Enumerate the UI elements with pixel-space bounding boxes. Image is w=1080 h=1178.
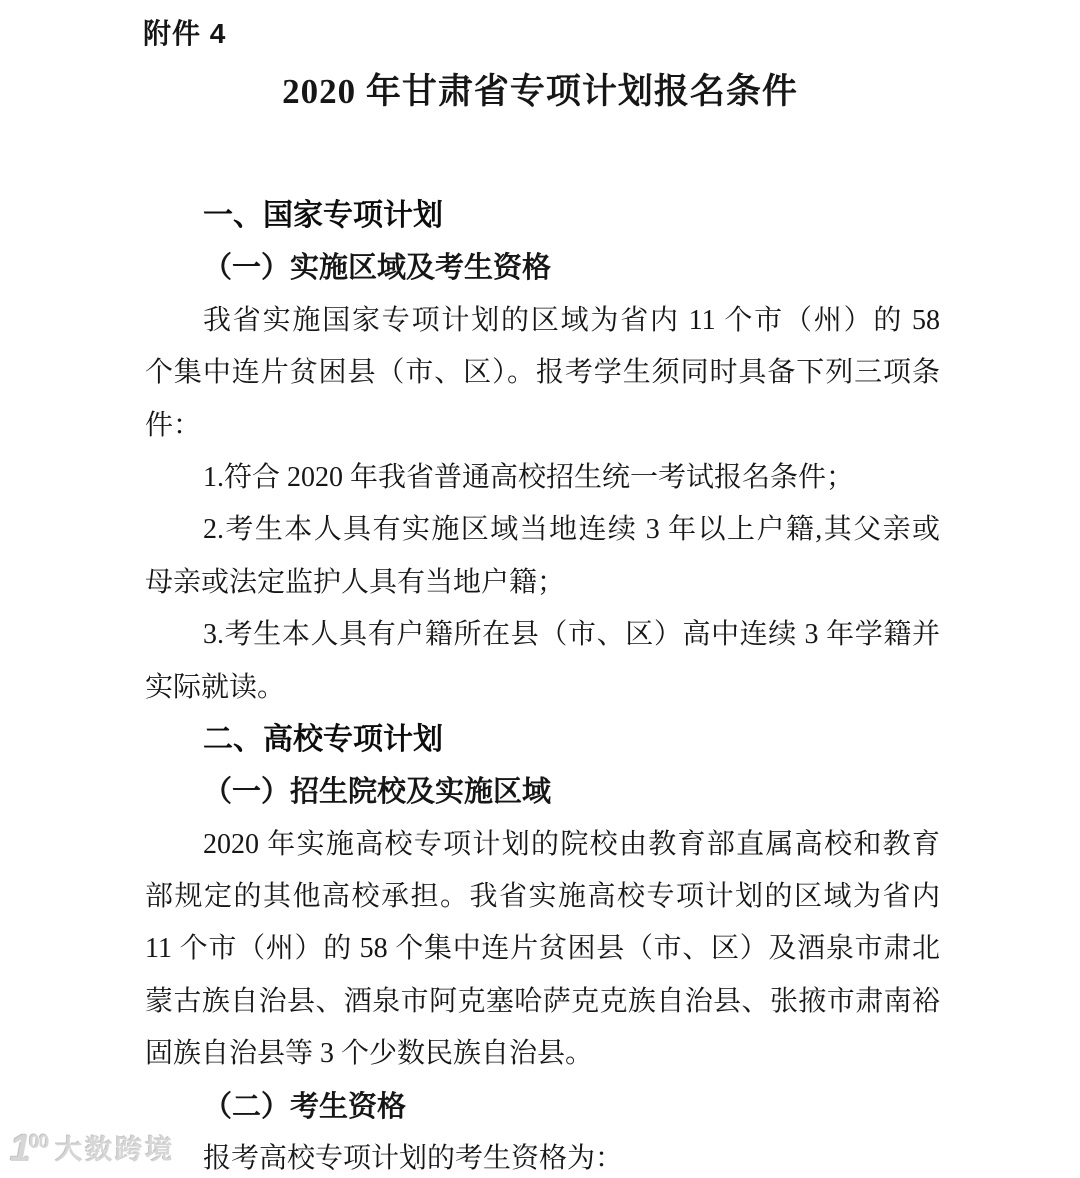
paragraph-line: 个集中连片贫困县（市、区）。报考学生须同时具备下列三项条 bbox=[145, 357, 940, 389]
watermark bbox=[10, 1126, 176, 1170]
paragraph-line: 部规定的其他高校承担。我省实施高校专项计划的区域为省内 bbox=[145, 881, 940, 913]
document-body bbox=[145, 190, 940, 1178]
paragraph-line: 报考高校专项计划的考生资格为： bbox=[203, 1143, 624, 1175]
list-item-line: 1.符合 2020 年我省普通高校招生统一考试报名条件； bbox=[203, 461, 855, 493]
section2-subheading-1: （一）招生院校及实施区域 bbox=[203, 776, 552, 809]
list-item-line: 3.考生本人具有户籍所在县（市、区）高中连续 3 年学籍并 bbox=[203, 619, 940, 651]
page-title: 2020 年甘肃省专项计划报名条件 bbox=[282, 72, 798, 111]
watermark-brand-text: 大数跨境 bbox=[55, 1135, 176, 1165]
section2-subheading-2: （二）考生资格 bbox=[203, 1090, 407, 1123]
section1-subheading: （一）实施区域及考生资格 bbox=[203, 252, 552, 285]
section1-heading: 一、国家专项计划 bbox=[203, 199, 443, 232]
list-item-line: 母亲或法定监护人具有当地户籍； bbox=[145, 566, 566, 598]
brand-logo-zeros: 00 bbox=[29, 1132, 49, 1153]
paragraph-line: 我省实施国家专项计划的区域为省内 11 个市（州）的 58 bbox=[203, 304, 940, 336]
list-item-line: 实际就读。 bbox=[145, 671, 286, 703]
paragraph-line: 11 个市（州）的 58 个集中连片贫困县（市、区）及酒泉市肃北 bbox=[145, 933, 940, 965]
paragraph-line: 件： bbox=[145, 409, 202, 441]
brand-logo-number: 1 bbox=[10, 1128, 30, 1170]
paragraph-line: 2020 年实施高校专项计划的院校由教育部直属高校和教育 bbox=[203, 828, 940, 860]
paragraph-line: 固族自治县等 3 个少数民族自治县。 bbox=[145, 1038, 594, 1070]
paragraph-line: 蒙古族自治县、酒泉市阿克塞哈萨克克族自治县、张掖市肃南裕 bbox=[145, 985, 940, 1017]
list-item-line: 2.考生本人具有实施区域当地连续 3 年以上户籍,其父亲或 bbox=[203, 514, 940, 546]
attachment-label: 附件 4 bbox=[143, 18, 227, 49]
section2-heading: 二、高校专项计划 bbox=[203, 722, 443, 756]
brand-logo-icon bbox=[10, 1126, 49, 1170]
